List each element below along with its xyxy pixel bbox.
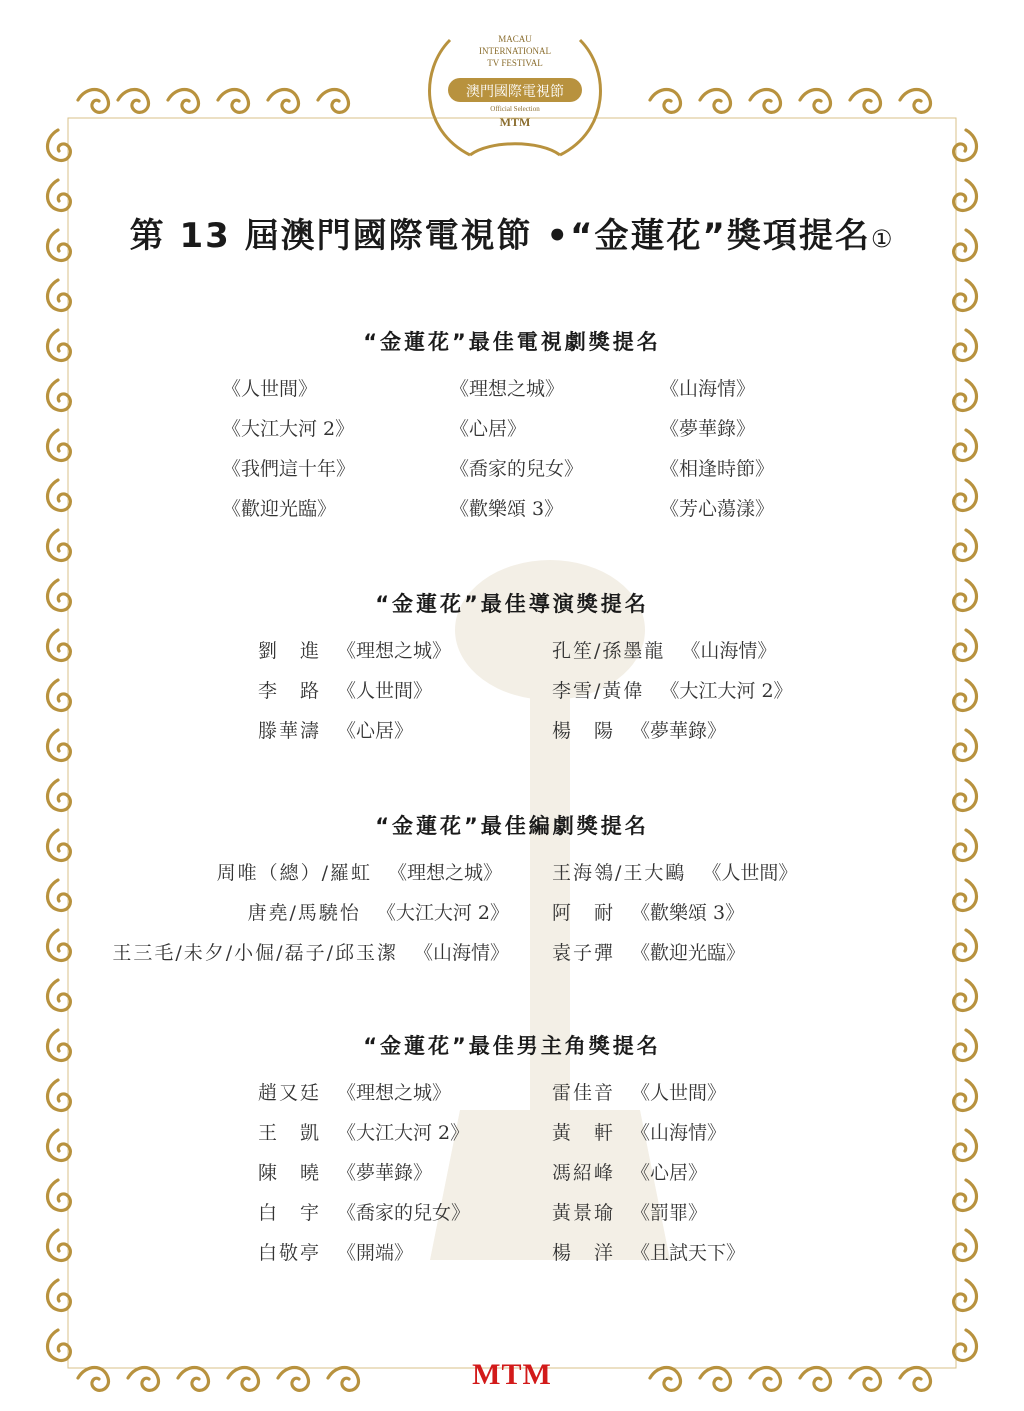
nominee-work: 《歡樂頌 3》 <box>631 902 745 924</box>
nominee-work: 《人世間》 <box>631 1082 727 1104</box>
emblem-line-macau: MACAU <box>498 34 532 44</box>
nomination-entry <box>258 636 451 663</box>
nomination-entry <box>258 1078 451 1105</box>
nominee-name: 黃 軒 <box>552 1122 616 1144</box>
nominee-name: 阿 耐 <box>552 902 616 924</box>
nominee-name: 王三毛/未夕/小倔/磊子/邱玉潔 <box>112 942 398 964</box>
drama-item: 《大江大河 2》 <box>222 418 355 440</box>
nomination-entry <box>258 1238 413 1265</box>
festival-emblem <box>410 20 620 170</box>
nomination-entry <box>552 1118 726 1145</box>
nominee-work: 《罰罪》 <box>631 1202 708 1224</box>
nomination-entry <box>552 1238 745 1265</box>
nomination-entry <box>552 636 776 663</box>
drama-item: 《山海情》 <box>660 378 756 400</box>
emblem-line-international: INTERNATIONAL <box>479 46 551 56</box>
emblem-brand: MTM <box>499 115 531 129</box>
nominee-work: 《理想之城》 <box>337 1082 452 1104</box>
nominee-name: 楊 洋 <box>552 1242 616 1264</box>
nominee-work: 《山海情》 <box>413 942 509 964</box>
nominee-name: 陳 曉 <box>258 1162 322 1184</box>
nomination-entry <box>112 938 509 965</box>
nominee-work: 《夢華錄》 <box>631 720 727 742</box>
drama-item: 《我們這十年》 <box>222 458 356 480</box>
drama-item: 《人世間》 <box>222 378 318 400</box>
section-heading-best-screenwriter: “金蓮花”最佳編劇獎提名 <box>375 814 649 838</box>
nominee-work: 《心居》 <box>337 720 414 742</box>
nomination-entry <box>552 858 797 885</box>
nominee-name: 李雪/黃偉 <box>552 680 645 702</box>
nomination-entry <box>247 898 509 925</box>
drama-item: 《芳心蕩漾》 <box>660 498 775 520</box>
nominee-work: 《夢華錄》 <box>337 1162 433 1184</box>
nominee-name: 周唯（總）/羅虹 <box>216 862 372 884</box>
emblem-line-tv-festival: TV FESTIVAL <box>487 58 543 68</box>
nominee-work: 《開端》 <box>337 1242 414 1264</box>
nominee-work: 《大江大河 2》 <box>376 902 509 924</box>
nominee-name: 黃景瑜 <box>552 1202 616 1224</box>
nomination-entry <box>552 938 745 965</box>
nominee-name: 雷佳音 <box>552 1082 616 1104</box>
nomination-entry <box>552 898 744 925</box>
nominee-name: 李 路 <box>258 680 322 702</box>
nominee-name: 王 凱 <box>258 1122 322 1144</box>
nominee-name: 白 宇 <box>258 1202 322 1224</box>
drama-item: 《夢華錄》 <box>660 418 756 440</box>
nominee-work: 《歡迎光臨》 <box>631 942 746 964</box>
nominee-work: 《心居》 <box>631 1162 708 1184</box>
nominee-work: 《喬家的兒女》 <box>337 1202 471 1224</box>
nominee-name: 王海鴒/王大鷗 <box>552 862 687 884</box>
drama-item: 《理想之城》 <box>450 378 565 400</box>
nominee-work: 《理想之城》 <box>387 862 502 884</box>
page-number-marker: ① <box>870 225 895 253</box>
nomination-entry <box>552 1198 707 1225</box>
nominee-work: 《人世間》 <box>702 862 798 884</box>
nomination-entry <box>552 1078 726 1105</box>
page-title-text: 第 13 屆澳門國際電視節 •“金蓮花”獎項提名 <box>129 216 871 256</box>
footer-mtm-logo: MTM <box>472 1358 552 1391</box>
drama-item: 《心居》 <box>450 418 527 440</box>
nominee-work: 《理想之城》 <box>337 640 452 662</box>
nominee-work: 《大江大河 2》 <box>337 1122 470 1144</box>
drama-item: 《相逢時節》 <box>660 458 775 480</box>
nominee-work: 《大江大河 2》 <box>660 680 793 702</box>
nomination-entry <box>552 716 726 743</box>
nominee-work: 《山海情》 <box>681 640 777 662</box>
drama-item: 《喬家的兒女》 <box>450 458 584 480</box>
nomination-entry <box>258 676 432 703</box>
emblem-chinese-name: 澳門國際電視節 <box>466 85 564 100</box>
nominee-name: 孔笙/孫墨龍 <box>552 640 666 662</box>
nomination-entry <box>258 1158 432 1185</box>
nomination-entry <box>217 858 502 885</box>
nominee-work: 《且試天下》 <box>631 1242 746 1264</box>
nominee-name: 白敬亭 <box>258 1242 322 1264</box>
nomination-entry <box>258 1118 469 1145</box>
nomination-entry <box>552 1158 707 1185</box>
emblem-official-selection: Official Selection <box>490 105 540 113</box>
nominee-name: 唐堯/馬驍怡 <box>247 902 361 924</box>
drama-item: 《歡樂頌 3》 <box>450 498 564 520</box>
section-heading-best-actor: “金蓮花”最佳男主角獎提名 <box>363 1034 661 1058</box>
nomination-entry <box>258 716 413 743</box>
drama-item: 《歡迎光臨》 <box>222 498 337 520</box>
nominee-work: 《人世間》 <box>337 680 433 702</box>
nomination-entry <box>258 1198 470 1225</box>
section-heading-best-drama: “金蓮花”最佳電視劇獎提名 <box>363 330 661 354</box>
nominee-work: 《山海情》 <box>631 1122 727 1144</box>
nominee-name: 趙又廷 <box>258 1082 322 1104</box>
nominee-name: 滕華濤 <box>258 720 322 742</box>
nominee-name: 袁子彈 <box>552 942 616 964</box>
nominee-name: 劉 進 <box>258 640 322 662</box>
section-heading-best-director: “金蓮花”最佳導演獎提名 <box>375 592 649 616</box>
page-title <box>0 208 1024 257</box>
nominee-name: 楊 陽 <box>552 720 616 742</box>
nomination-entry <box>552 676 793 703</box>
nominee-name: 馮紹峰 <box>552 1162 616 1184</box>
